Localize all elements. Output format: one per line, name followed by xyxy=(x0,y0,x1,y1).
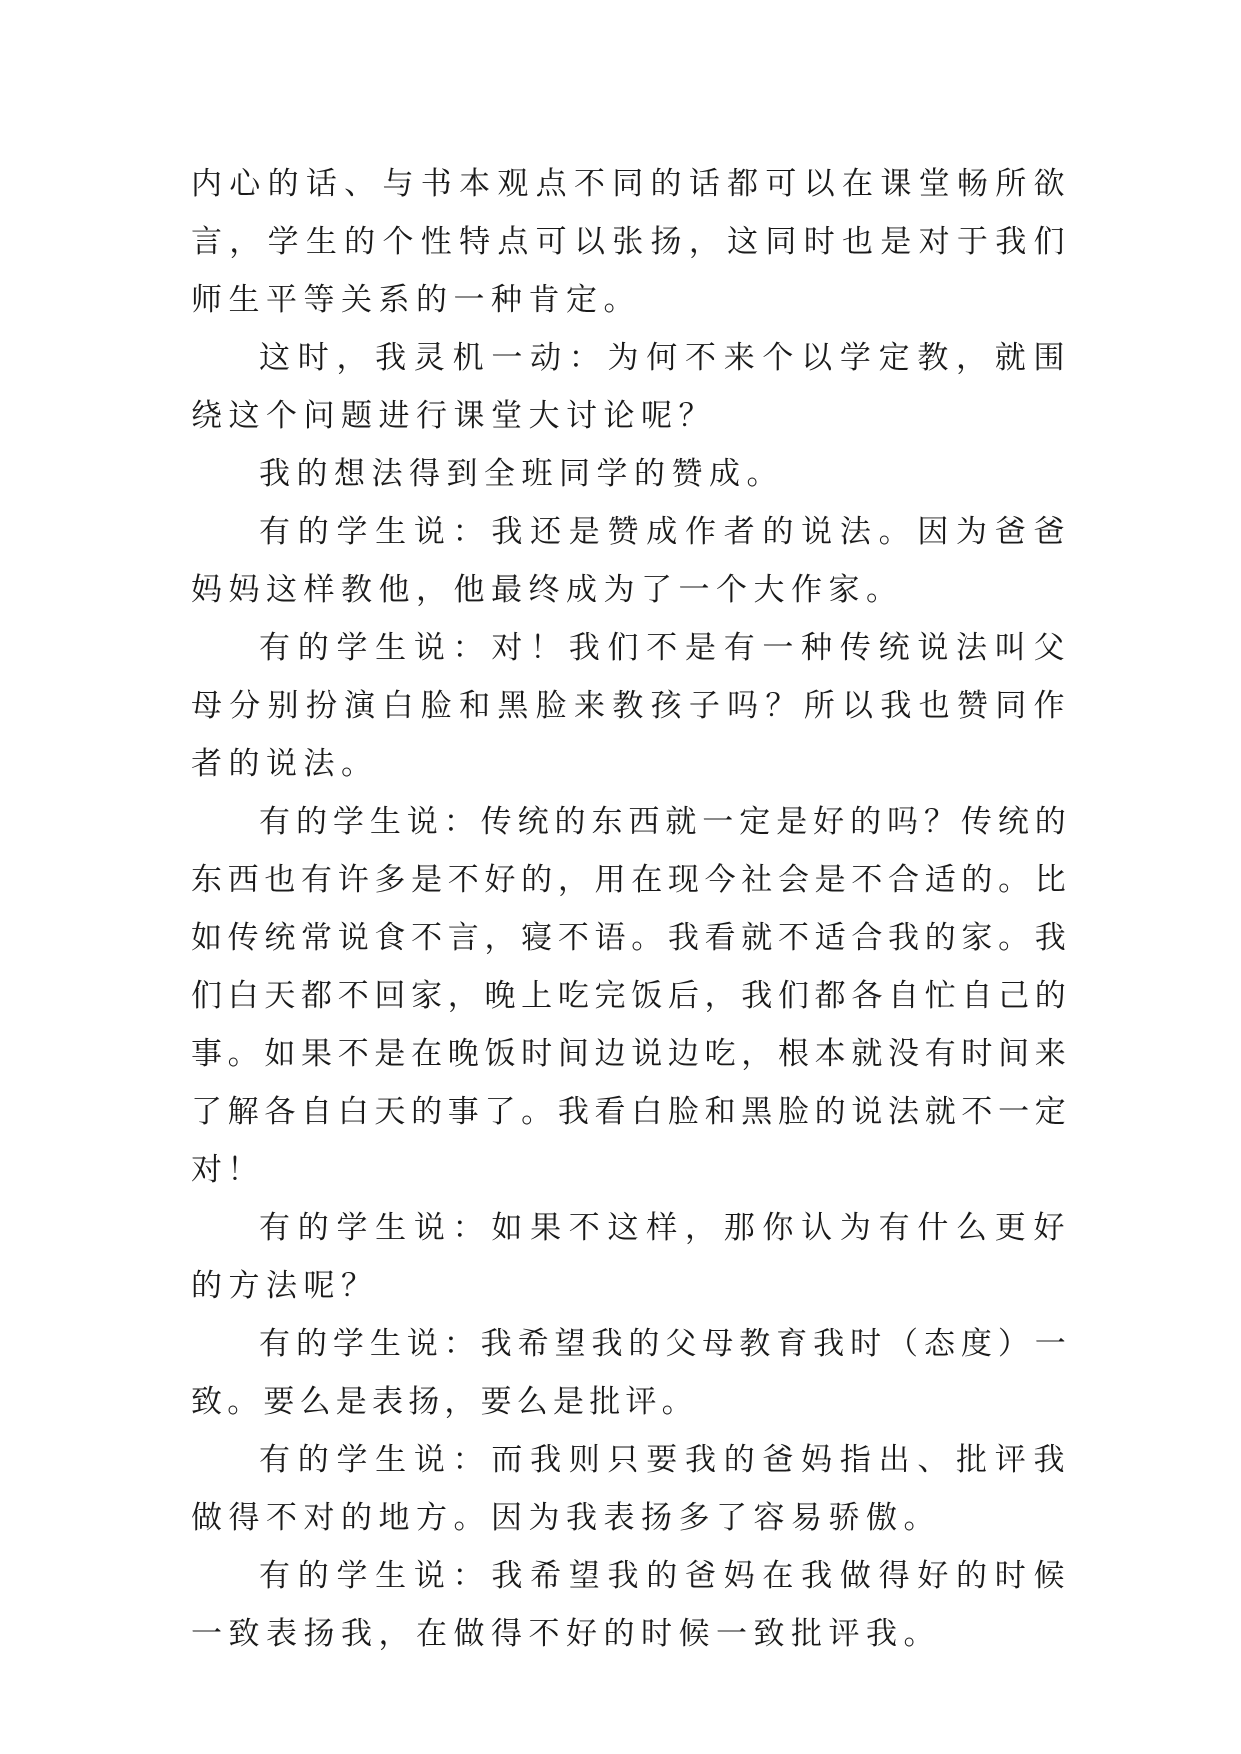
paragraph: 有的学生说：我还是赞成作者的说法。因为爸爸妈妈这样教他，他最终成为了一个大作家。 xyxy=(191,514,1071,608)
paragraph: 这时，我灵机一动：为何不来个以学定教，就围绕这个问题进行课堂大讨论呢？ xyxy=(191,340,1071,434)
paragraph: 有的学生说：而我则只要我的爸妈指出、批评我做得不对的地方。因为我表扬多了容易骄傲。 xyxy=(191,1442,1071,1536)
paragraph: 有的学生说：如果不这样，那你认为有什么更好的方法呢？ xyxy=(191,1210,1071,1304)
document-body xyxy=(191,155,1071,1663)
paragraph: 我的想法得到全班同学的赞成。 xyxy=(259,456,784,492)
paragraph: 有的学生说：传统的东西就一定是好的吗？传统的东西也有许多是不好的，用在现今社会是不合适的。比如传统常说食不言，寝不语。我看就不适合我的家。我们白天都不回家，晚上吃完饭后，我们都各自忙自己的事。如果不是在晚饭时间边说边吃，根本就没有时间来了解各自白天的事了。我看白脸和黑脸的说法就不一定对！ xyxy=(191,804,1071,1188)
paragraph: 有的学生说：我希望我的父母教育我时（态度）一致。要么是表扬，要么是批评。 xyxy=(191,1326,1071,1420)
paragraph: 有的学生说：对！我们不是有一种传统说法叫父母分别扮演白脸和黑脸来教孩子吗？所以我也赞同作者的说法。 xyxy=(191,630,1071,782)
paragraph: 内心的话、与书本观点不同的话都可以在课堂畅所欲言，学生的个性特点可以张扬，这同时也是对于我们师生平等关系的一种肯定。 xyxy=(191,166,1071,318)
paragraph: 有的学生说：我希望我的爸妈在我做得好的时候一致表扬我，在做得不好的时候一致批评我。 xyxy=(191,1558,1071,1652)
